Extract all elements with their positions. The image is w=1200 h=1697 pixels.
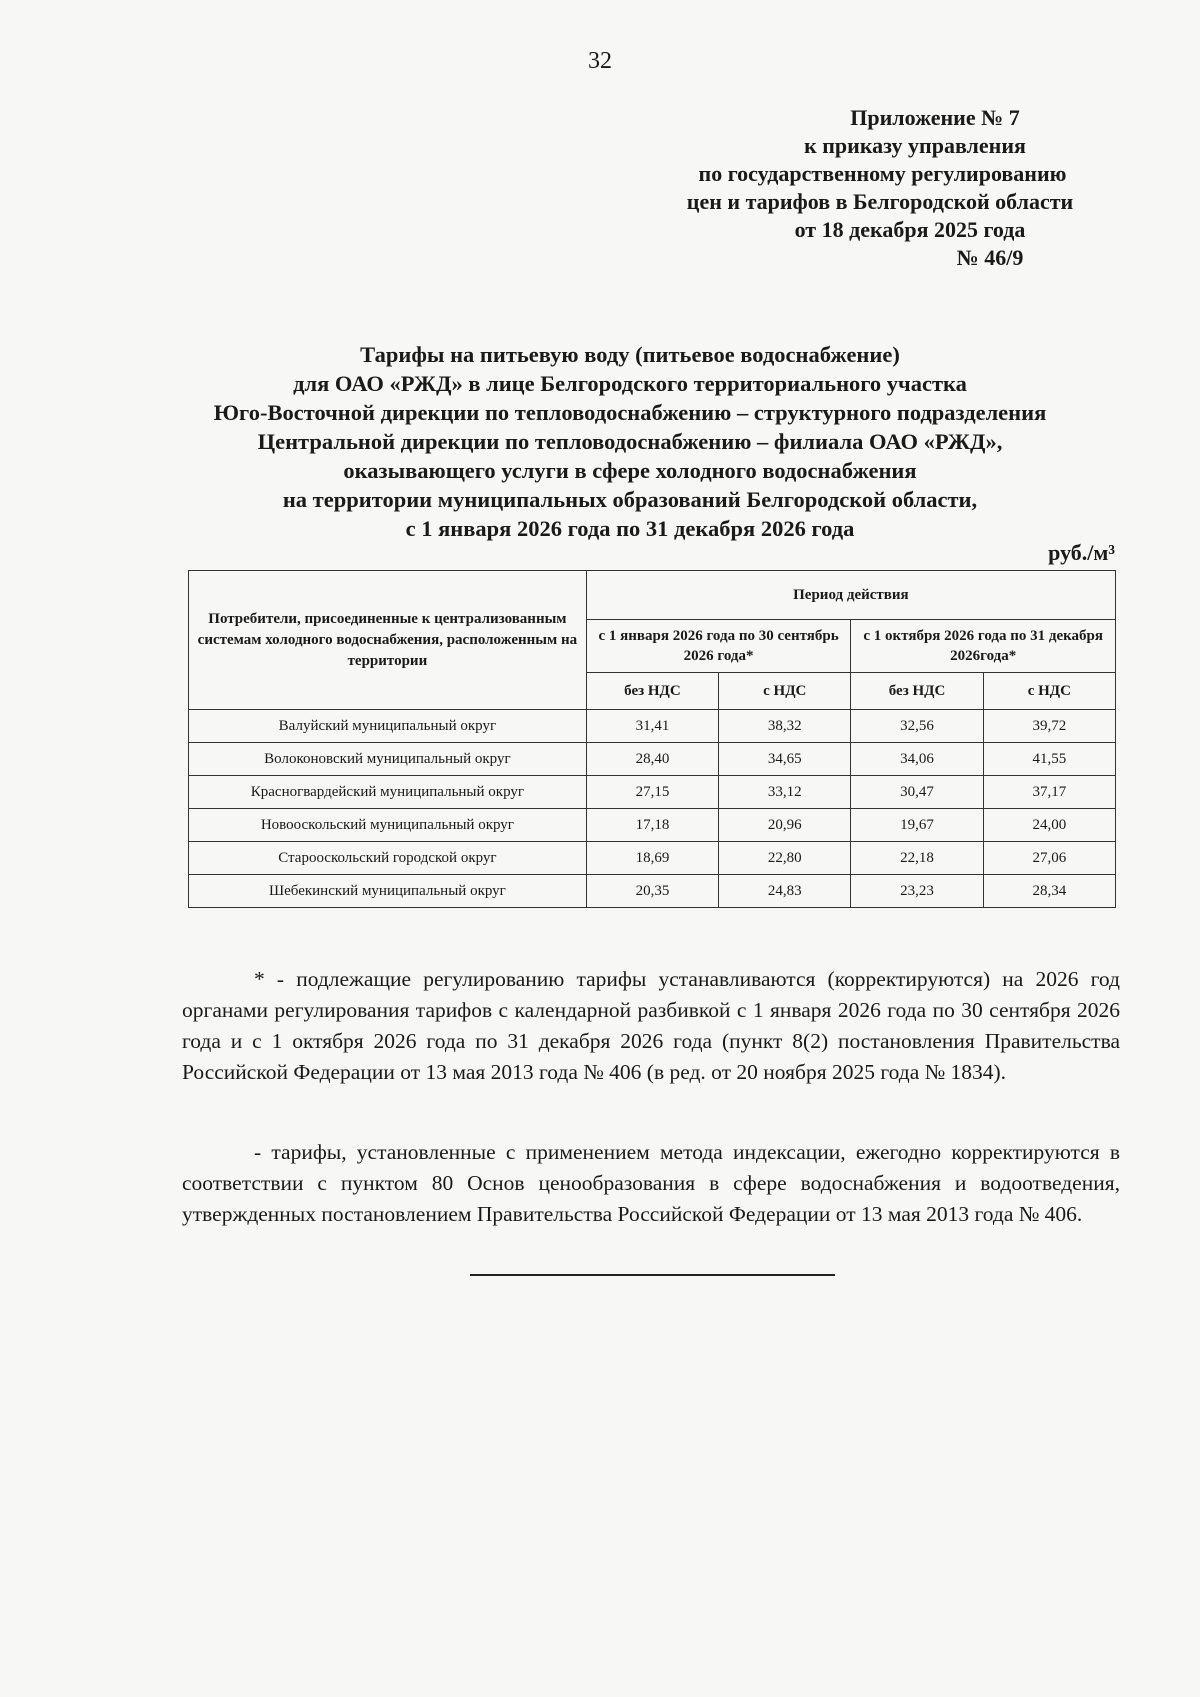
appendix-header [600, 104, 1160, 272]
cell-value: 38,32 [719, 710, 851, 743]
cell-value: 33,12 [719, 776, 851, 809]
table-row [189, 710, 1116, 743]
appendix-line: к приказу управления [804, 133, 1026, 158]
footnote-regulation: * - подлежащие регулированию тарифы устанавливаются (корректируются) на 2026 год органами регулирования тарифов с календарной разбивкой с 1 января 2026 года по 30 сентября 2026 года и с 1 октября 2026 года по 31 декабря 2026 года (пункт 8(2) постановления Правительства Российской Федерации от 13 мая 2013 года № 406 (в ред. от 20 ноября 2025 года № 1834). [182, 966, 1120, 1084]
cell-value: 28,34 [983, 875, 1115, 908]
tariffs-table [188, 570, 1116, 908]
cell-value: 41,55 [983, 743, 1115, 776]
footnote-indexation: - тарифы, установленные с применением метода индексации, ежегодно корректируются в соответствии с пунктом 80 Основ ценообразования в сфере водоснабжения и водоотведения, утвержденных постановлением Правительства Российской Федерации от 13 мая 2013 года № 406. [182, 1139, 1120, 1226]
cell-value: 37,17 [983, 776, 1115, 809]
cell-value: 20,35 [586, 875, 718, 908]
units-label: руб./м³ [1048, 540, 1115, 565]
cell-value: 18,69 [586, 842, 718, 875]
table-row [189, 875, 1116, 908]
p2-no-vat-header: без НДС [851, 673, 983, 710]
table-row [189, 743, 1116, 776]
table-row [189, 842, 1116, 875]
cell-value: 22,18 [851, 842, 983, 875]
table-row [189, 776, 1116, 809]
row-name: Валуйский муниципальный округ [189, 710, 587, 743]
period-header: Период действия [586, 571, 1115, 620]
row-name: Волоконовский муниципальный округ [189, 743, 587, 776]
cell-value: 31,41 [586, 710, 718, 743]
cell-value: 30,47 [851, 776, 983, 809]
period-2-header: с 1 октября 2026 года по 31 декабря 2026года* [851, 620, 1116, 673]
cell-value: 27,15 [586, 776, 718, 809]
appendix-line: Приложение № 7 [850, 105, 1020, 130]
p1-no-vat-header: без НДС [586, 673, 718, 710]
title-line: оказывающего услуги в сфере холодного водоснабжения [343, 458, 917, 483]
row-name: Новооскольский муниципальный округ [189, 809, 587, 842]
cell-value: 32,56 [851, 710, 983, 743]
appendix-line: от 18 декабря 2025 года [794, 217, 1026, 242]
cell-value: 24,83 [719, 875, 851, 908]
title-line: на территории муниципальных образований Белгородской области, [282, 487, 978, 512]
cell-value: 39,72 [983, 710, 1115, 743]
cell-value: 23,23 [851, 875, 983, 908]
row-name: Красногвардейский муниципальный округ [189, 776, 587, 809]
appendix-line: № 46/9 [956, 245, 1024, 270]
p2-vat-header: с НДС [983, 673, 1115, 710]
title-line: Центральной дирекции по тепловодоснабжению – филиала ОАО «РЖД», [257, 429, 1003, 454]
title-line: с 1 января 2026 года по 31 декабря 2026 года [405, 516, 855, 541]
cell-value: 20,96 [719, 809, 851, 842]
cell-value: 24,00 [983, 809, 1115, 842]
cell-value: 19,67 [851, 809, 983, 842]
appendix-line: цен и тарифов в Белгородской области [686, 189, 1074, 214]
cell-value: 34,65 [719, 743, 851, 776]
page-number: 32 [588, 48, 612, 74]
cell-value: 17,18 [586, 809, 718, 842]
title-line: Тарифы на питьевую воду (питьевое водоснабжение) [360, 342, 900, 367]
document-title [140, 340, 1120, 543]
p1-vat-header: с НДС [719, 673, 851, 710]
cell-value: 34,06 [851, 743, 983, 776]
closing-divider [470, 1274, 835, 1276]
cell-value: 22,80 [719, 842, 851, 875]
row-name: Старооскольский городской округ [189, 842, 587, 875]
title-line: для ОАО «РЖД» в лице Белгородского территориального участка [293, 371, 967, 396]
cell-value: 28,40 [586, 743, 718, 776]
row-name: Шебекинский муниципальный округ [189, 875, 587, 908]
cell-value: 27,06 [983, 842, 1115, 875]
appendix-line: по государственному регулированию [698, 161, 1067, 186]
period-1-header: с 1 января 2026 года по 30 сентябрь 2026 года* [586, 620, 851, 673]
title-line: Юго-Восточной дирекции по тепловодоснабжению – структурного подразделения [213, 400, 1047, 425]
table-row [189, 809, 1116, 842]
consumers-header: Потребители, присоединенные к централизованным системам холодного водоснабжения, расположенным на территории [189, 571, 587, 710]
